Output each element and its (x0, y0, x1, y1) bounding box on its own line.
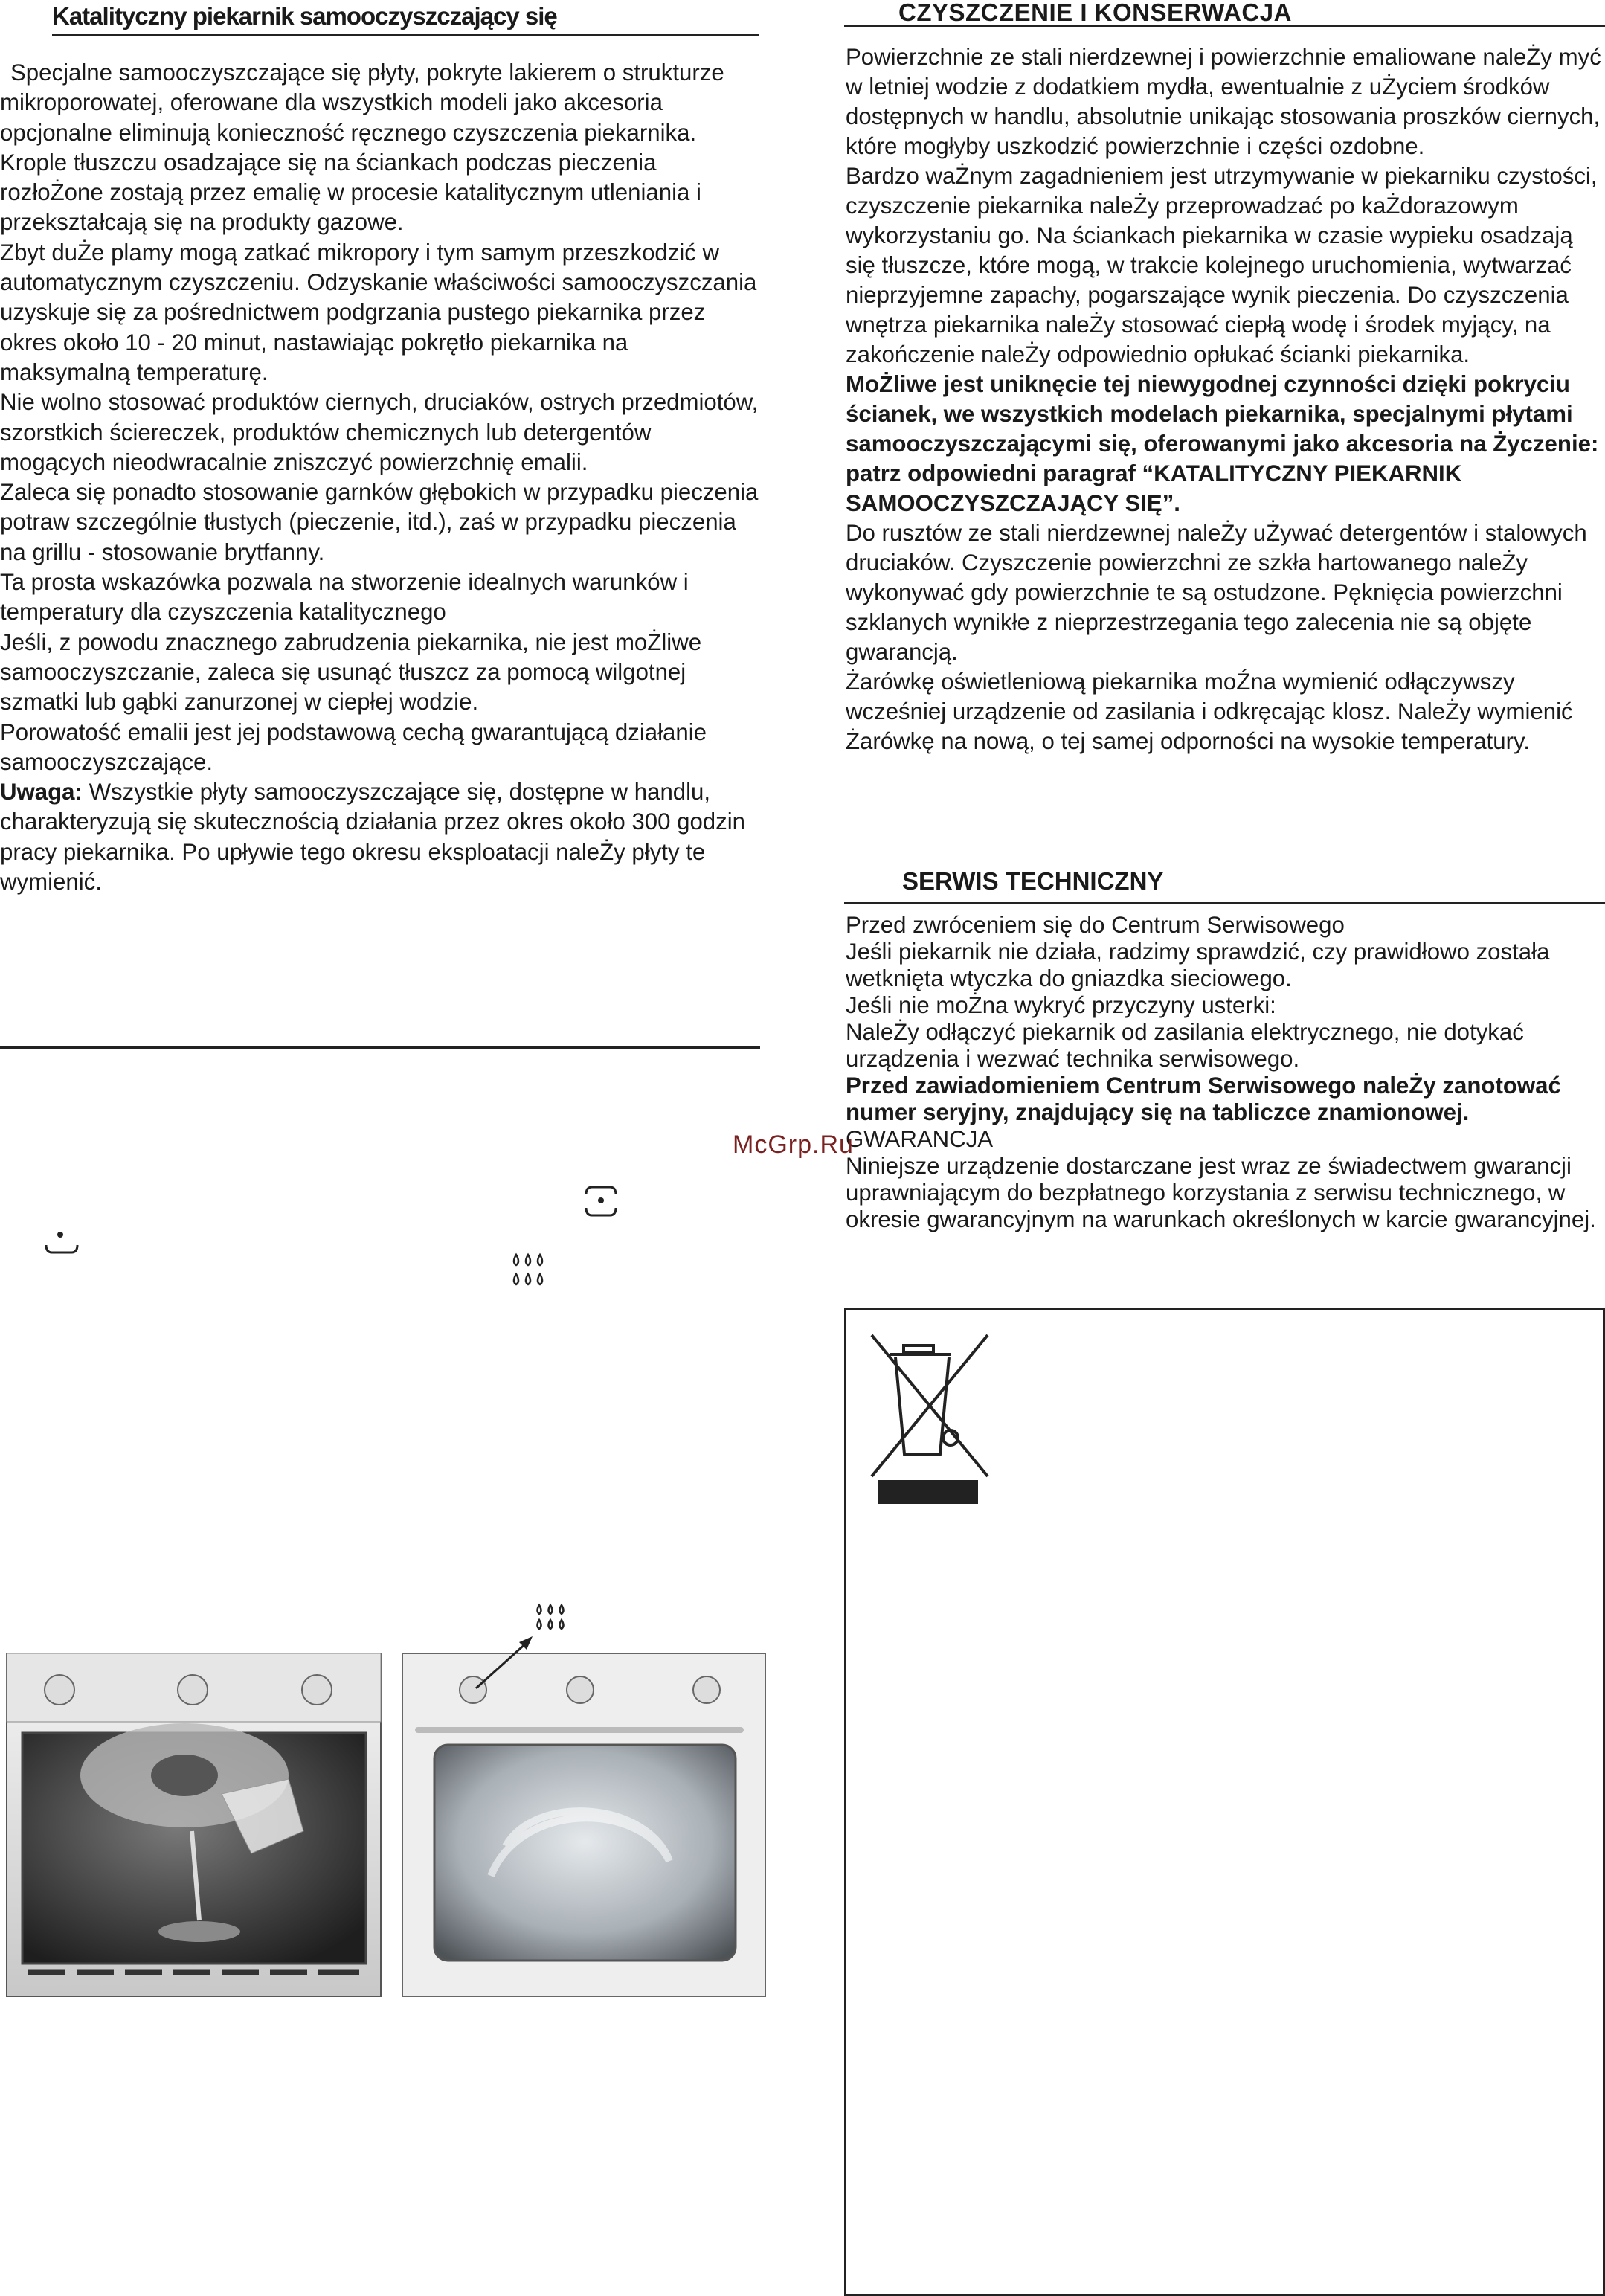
right-section-body (846, 42, 1604, 756)
bottom-heat-icon (43, 1227, 80, 1257)
right-section-title: CZYSZCZENIE I KONSERWACJA (898, 0, 1292, 26)
left-paragraph-4: Nie wolno stosować produktów ciernych, druciaków, ostrych przedmiotów, szorstkich ściereczek, produktów chemicznych lub detergentów mogących nieodwracalnie zniszczyć powierzchnię emalii. (0, 389, 759, 475)
left-paragraph-8: Porowatość emalii jest jej podstawową cechą gwarantującą działanie samooczyszczające. (0, 718, 707, 775)
right-paragraph-4: Do rusztów ze stali nierdzewnej naleŻy uŻywać detergentów i stalowych druciaków. Czyszczenie powierzchni ze szkła hartowanego naleŻy wykonywać gdy powierzchnie te są ostudzone. Pęknięcia powierzchni szklanych wynikłe z nieprzestrzegania tego zalecenia nie są objęte gwarancją. (846, 520, 1587, 665)
right-paragraph-3: MoŻliwe jest uniknęcie tej niewygodnej czynności dzięki pokryciu ścianek, we wszystkich modelach piekarnika, specjalnymi płytami samooczyszczającymi się, oferowanymi jako akcesoria na Życzenie: patrz odpowiedni paragraf “KATALITYCZNY PIEKARNIK SAMOOCZYSZCZAJĄCY SIĘ”. (846, 371, 1599, 516)
left-divider (0, 1046, 760, 1049)
watermark: McGrp.Ru (733, 1131, 854, 1159)
left-paragraph-6: Ta prosta wskazówka pozwala na stworzenie idealnych warunków i temperatury dla czyszczenia katalitycznego (0, 569, 689, 626)
left-paragraph-1: Specjalne samooczyszczające się płyty, pokryte lakierem o strukturze mikroporowatej, oferowane dla wszystkich modeli jako akcesoria opcjonalne eliminują konieczność ręcznego czyszczenia piekarnika. (0, 60, 724, 146)
steam-drops-icon (509, 1252, 547, 1292)
service-line-5: Przed zawiadomieniem Centrum Serwisowego naleŻy zanotować numer seryjny, znajdujący się na tabliczce znamionowej. (846, 1073, 1561, 1125)
service-line-4: NaleŻy odłączyć piekarnik od zasilania elektrycznego, nie dotykać urządzenia i wezwać technika serwisowego. (846, 1019, 1524, 1072)
crossed-bin-icon (863, 1328, 997, 1506)
service-section-body (846, 912, 1604, 1233)
service-line-2: Jeśli piekarnik nie działa, radzimy sprawdzić, czy prawidłowo została wetknięta wtyczka do gniazdka sieciowego. (846, 939, 1550, 991)
left-section-body (0, 58, 760, 897)
left-section-title: Katalityczny piekarnik samooczyszczający się (52, 0, 759, 36)
steam-arrow-icon (454, 1601, 617, 1694)
note-label: Uwaga: (0, 779, 83, 805)
service-line-3: Jeśli nie moŻna wykryć przyczyny usterki: (846, 992, 1276, 1018)
top-bottom-heat-icon (582, 1183, 620, 1221)
right-paragraph-2: Bardzo waŻnym zagadnieniem jest utrzymywanie w piekarniku czystości, czyszczenie piekarnika naleŻy przeprowadzać po kaŻdorazowym wykorzystaniu go. Na ściankach piekarnika w czasie wypieku osadzają się tłuszcze, które mogą, w trakcie kolejnego uruchomienia, wytwarzać nieprzyjemne zapachy, pogarszające wynik pieczenia. Do czyszczenia wnętrza piekarnika naleŻy stosować ciepłą wodę i środek myjący, na zakończenie naleŻy odpowiednio opłukać ścianki piekarnika. (846, 163, 1598, 367)
service-section-title: SERWIS TECHNICZNY (902, 867, 1164, 895)
note-text: Wszystkie płyty samooczyszczające się, dostępne w handlu, charakteryzują się skutecznością działania przez okres około 300 godzin pracy piekarnika. Po upływie tego okresu eksploatacji naleŻy płyty te wymienić. (0, 779, 746, 895)
oven-steam-cleaning-illustration (402, 1653, 766, 1997)
warranty-text: Niniejsze urządzenie dostarczane jest wraz ze świadectwem gwarancji uprawniającym do bezpłatnego korzystania z serwisu technicznego, w okresie gwarancyjnym na warunkach określonych w karcie gwarancyjnej. (846, 1153, 1596, 1232)
left-paragraph-5: Zaleca się ponadto stosowanie garnków głębokich w przypadku pieczenia potraw szczególnie tłustych (pieczenie, itd.), zaś w przypadku pieczenia na grillu - stosowanie brytfanny. (0, 479, 759, 565)
service-title-divider (844, 902, 1605, 904)
right-title-divider (844, 25, 1605, 27)
oven-pouring-water-illustration (6, 1653, 382, 1997)
service-line-1: Przed zwróceniem się do Centrum Serwisowego (846, 912, 1345, 938)
left-paragraph-3: Zbyt duŻe plamy mogą zatkać mikropory i tym samym przeszkodzić w automatycznym czyszczeniu. Odzyskanie właściwości samooczyszczania uzyskuje się za pośrednictwem podgrzania pustego piekarnika przez okres około 10 - 20 minut, nastawiając pokrętło piekarnika na maksymalną temperaturę. (0, 239, 757, 385)
left-paragraph-2: Krople tłuszczu osadzające się na ściankach podczas pieczenia rozłoŻone zostają przez emalię w procesie katalitycznym utleniania i przekształcają się na produkty gazowe. (0, 149, 701, 236)
warranty-heading: GWARANCJA (846, 1126, 994, 1152)
left-paragraph-7: Jeśli, z powodu znacznego zabrudzenia piekarnika, nie jest moŻliwe samooczyszczanie, zaleca się usunąć tłuszcz za pomocą wilgotnej szmatki lub gąbki zanurzonej w ciepłej wodzie. (0, 628, 702, 716)
right-paragraph-5: Żarówkę oświetleniową piekarnika moŹna wymienić odłączywszy wcześniej urządzenie od zasilania i odkręcając klosz. NaleŻy wymienić Żarówkę na nową, o tej samej odporności na wysokie temperatury. (846, 669, 1573, 754)
left-paragraph-9 (0, 777, 760, 897)
right-paragraph-1: Powierzchnie ze stali nierdzewnej i powierzchnie emaliowane naleŻy myć w letniej wodzie z dodatkiem mydła, ewentualnie z uŻyciem środków dostępnych w handlu, absolutnie unikając stosowania proszków ciernych, które mogłyby uszkodzić powierzchnie i części ozdobne. (846, 44, 1601, 159)
